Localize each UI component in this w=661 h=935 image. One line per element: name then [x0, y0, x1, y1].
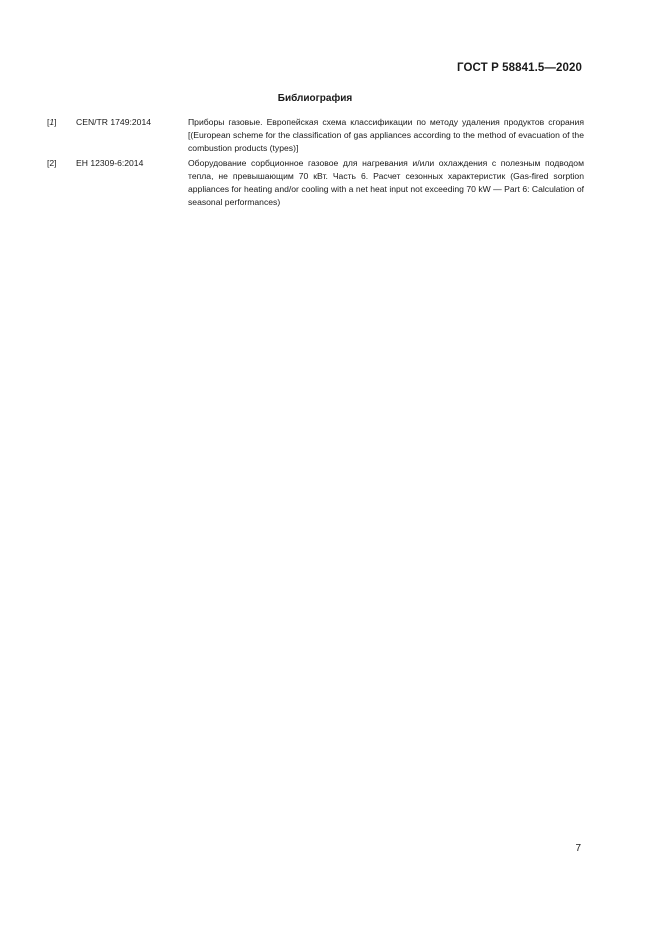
bibliography-entry-number: [47, 116, 57, 129]
section-title: Библиография: [277, 93, 353, 104]
bibliography-entry-number: [47, 157, 57, 170]
bracket-close: ]: [54, 117, 57, 127]
bibliography-entry-text: Оборудование сорбционное газовое для нагревания и/или охлаждения с полезным подводом тепла, не превышающим 70 кВт. Часть 6. Расчет сезонных характеристик (Gas-fired sorption appliances for heating and/or cooling with a net heat input not exceeding 70 kW — Part 6: Calculation of seasonal performances): [188, 157, 584, 208]
bibliography-entry-code: CEN/TR 1749:2014: [76, 117, 151, 127]
bibliography-entry-code: EH 12309-6:2014: [76, 157, 144, 168]
page-number: 7: [575, 843, 581, 854]
bibliography-list: [47, 116, 584, 210]
bracket-open: [: [47, 117, 50, 127]
bibliography-entry: [47, 116, 584, 156]
bracket-open: [: [47, 157, 50, 168]
bracket-close: ]: [54, 157, 57, 168]
entry-number: 1: [49, 117, 55, 127]
entry-number: 2: [49, 157, 55, 168]
bibliography-entry-text: Приборы газовые. Европейская схема классификации по методу удаления продуктов сгорания [(European scheme for the classification of gas appliances according to the method of evacuation of the combustion products (types)]: [188, 117, 584, 154]
bibliography-entry: [47, 157, 584, 210]
document-code: ГОСТ Р 58841.5—2020: [457, 62, 582, 74]
